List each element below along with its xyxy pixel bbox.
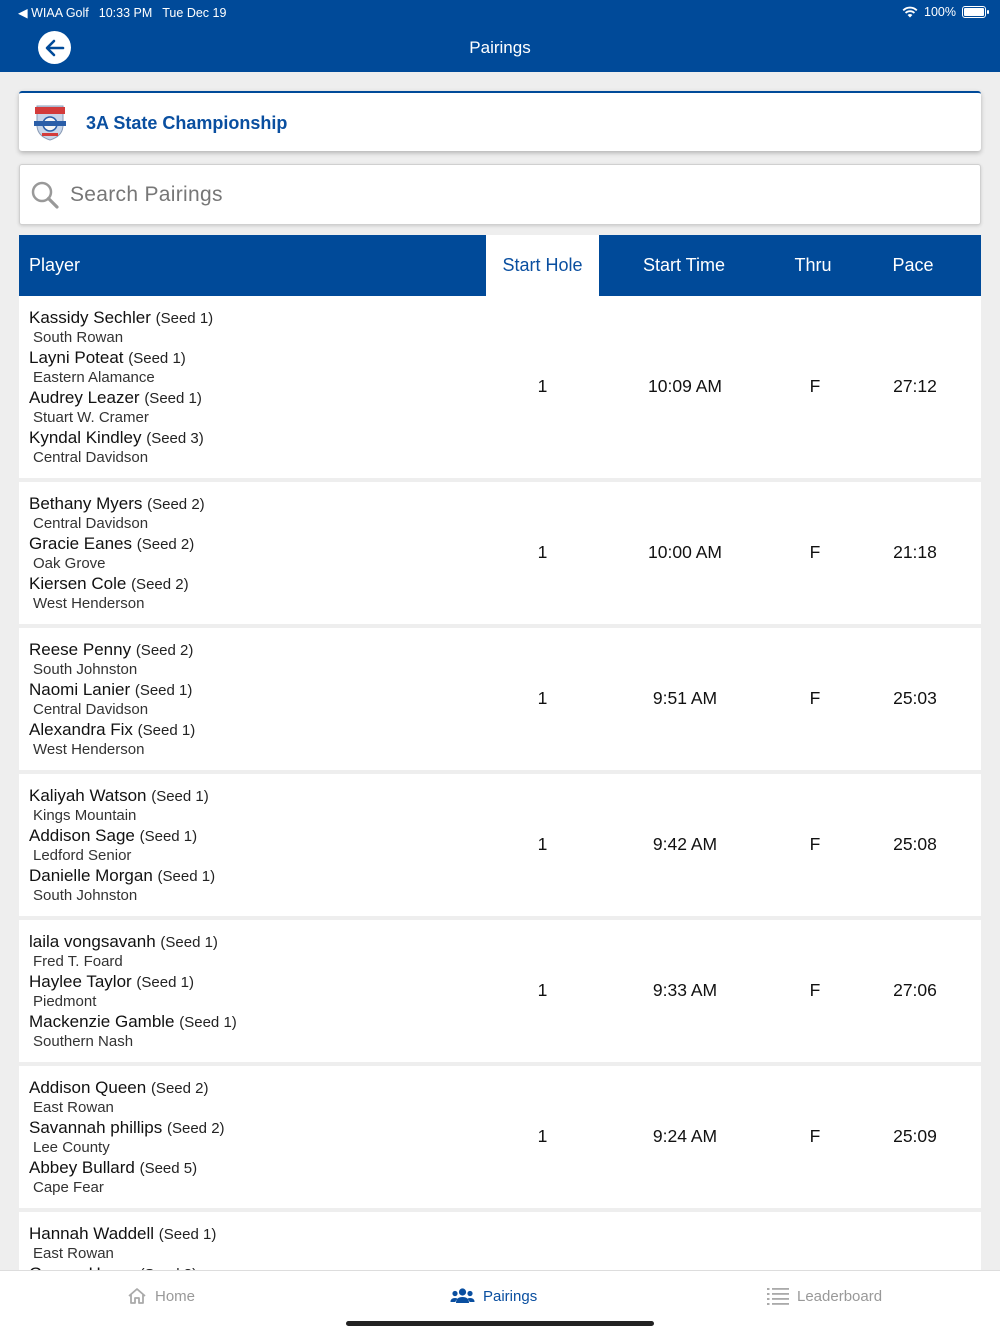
player-seed: (Seed 1): [137, 722, 196, 739]
player-name: Mackenzie Gamble: [29, 1012, 175, 1031]
player-school: South Johnston: [33, 661, 138, 678]
player-seed: (Seed 2): [131, 576, 189, 593]
player-seed: (Seed 1): [157, 868, 216, 885]
player-seed: (Seed 5): [139, 1160, 198, 1177]
player-seed: (Seed 1): [139, 828, 198, 845]
tab-home[interactable]: [127, 1287, 195, 1305]
tab-home-label: Home: [155, 1287, 196, 1305]
home-icon: [127, 1287, 147, 1305]
player-entry: [29, 720, 195, 760]
search-box[interactable]: [19, 164, 981, 225]
thru-cell: F: [809, 542, 821, 562]
search-icon: [30, 180, 60, 210]
player-entry: [29, 1078, 225, 1118]
table-row[interactable]: [19, 628, 981, 770]
player-school: East Rowan: [33, 1245, 114, 1262]
player-name-line: [29, 1158, 225, 1178]
header-start-time[interactable]: Start Time: [642, 255, 726, 275]
start-time-cell: 10:09 AM: [648, 376, 722, 396]
table-row[interactable]: [19, 774, 981, 916]
player-name: Kiersen Cole: [29, 574, 127, 593]
player-school: Ledford Senior: [33, 847, 132, 864]
users-icon: [450, 1287, 475, 1305]
start-hole-cell: 1: [537, 1126, 548, 1146]
player-seed: (Seed 2): [167, 1120, 225, 1137]
player-school: West Henderson: [33, 741, 145, 758]
player-seed: (Seed 1): [158, 1226, 217, 1243]
player-name-line: [29, 574, 205, 594]
table-body: [19, 296, 981, 1321]
player-name: Addison Sage: [29, 826, 135, 845]
start-time-cell: 9:33 AM: [652, 980, 718, 1000]
player-school: South Rowan: [33, 329, 124, 346]
player-school: Piedmont: [33, 993, 97, 1010]
player-name: Kaliyah Watson: [29, 786, 147, 805]
player-name: Danielle Morgan: [29, 866, 153, 885]
player-list: [29, 786, 215, 906]
player-school: Central Davidson: [33, 515, 149, 532]
player-name-line: [29, 680, 195, 700]
player-name: Kassidy Sechler: [29, 308, 151, 327]
player-seed: (Seed 2): [150, 1080, 209, 1097]
player-name-line: [29, 1012, 237, 1032]
player-school: Kings Mountain: [33, 807, 137, 824]
player-name: Alexandra Fix: [29, 720, 133, 739]
tab-pairings-label: Pairings: [483, 1287, 538, 1305]
player-school: Lee County: [33, 1139, 110, 1156]
player-entry: [29, 388, 213, 428]
pace-cell: 27:12: [893, 376, 937, 396]
start-time-cell: 9:42 AM: [652, 834, 718, 854]
start-time-cell: 9:51 AM: [652, 688, 718, 708]
thru-cell: F: [809, 376, 821, 396]
player-name-line: [29, 494, 205, 514]
player-entry: [29, 308, 213, 348]
player-entry: [29, 932, 237, 972]
start-hole-cell: 1: [537, 688, 548, 708]
nav-bar: [0, 24, 1000, 72]
status-time: 10:33 PM: [98, 5, 153, 20]
player-list: [29, 1078, 225, 1198]
back-to-app-link[interactable]: ◀ WIAA Golf: [18, 6, 89, 20]
player-name: Abbey Bullard: [29, 1158, 135, 1177]
pace-cell: 25:03: [893, 688, 937, 708]
list-icon: [767, 1287, 789, 1305]
table-row[interactable]: [19, 482, 981, 624]
tab-pairings[interactable]: [450, 1287, 537, 1305]
player-seed: (Seed 1): [151, 788, 209, 805]
player-name: Addison Queen: [29, 1078, 147, 1097]
thru-cell: F: [809, 688, 821, 708]
header-start-hole[interactable]: Start Hole: [486, 235, 599, 296]
player-entry: [29, 786, 215, 826]
player-name: Hannah Waddell: [29, 1224, 155, 1243]
player-seed: (Seed 1): [160, 934, 218, 951]
start-time-cell: 10:00 AM: [648, 542, 722, 562]
table-header: [19, 235, 981, 296]
player-name-line: [29, 1078, 225, 1098]
player-seed: (Seed 1): [155, 310, 214, 327]
player-name-line: [29, 308, 213, 328]
player-entry: [29, 826, 215, 866]
player-name: Layni Poteat: [29, 348, 124, 367]
player-name: laila vongsavanh: [29, 932, 156, 951]
player-school: Eastern Alamance: [33, 369, 155, 386]
player-seed: (Seed 3): [146, 430, 204, 447]
player-list: [29, 308, 213, 468]
wifi-icon: [902, 6, 918, 18]
player-name: Naomi Lanier: [29, 680, 131, 699]
start-hole-cell: 1: [537, 834, 548, 854]
player-entry: [29, 1224, 216, 1264]
player-list: [29, 932, 237, 1052]
player-name-line: [29, 640, 195, 660]
event-name: 3A State Championship: [86, 113, 288, 133]
player-entry: [29, 640, 195, 680]
header-thru[interactable]: Thru: [794, 255, 832, 275]
player-seed: (Seed 1): [144, 390, 202, 407]
player-name-line: [29, 866, 215, 886]
player-entry: [29, 428, 213, 468]
pairings-table: [19, 235, 981, 1321]
player-name: Reese Penny: [29, 640, 132, 659]
player-entry: [29, 348, 213, 388]
header-pace[interactable]: Pace: [892, 255, 934, 275]
player-entry: [29, 1158, 225, 1198]
thru-cell: F: [809, 980, 821, 1000]
player-entry: [29, 1012, 237, 1052]
table-row[interactable]: [19, 296, 981, 478]
player-school: West Henderson: [33, 595, 145, 612]
player-entry: [29, 1118, 225, 1158]
player-name-line: [29, 1118, 225, 1138]
player-seed: (Seed 1): [136, 974, 194, 991]
player-seed: (Seed 1): [179, 1014, 237, 1031]
player-name: Kyndal Kindley: [29, 428, 142, 447]
player-name: Haylee Taylor: [29, 972, 132, 991]
tab-leaderboard-label: Leaderboard: [797, 1287, 883, 1305]
battery-icon: [962, 6, 986, 18]
player-school: Stuart W. Cramer: [33, 409, 149, 426]
player-list: [29, 640, 195, 760]
player-list: [29, 494, 205, 614]
player-name: Savannah phillips: [29, 1118, 163, 1137]
player-school: Central Davidson: [33, 701, 149, 718]
player-name-line: [29, 1224, 216, 1244]
tab-leaderboard[interactable]: [767, 1287, 882, 1305]
player-school: Southern Nash: [33, 1033, 134, 1050]
thru-cell: F: [809, 834, 821, 854]
player-entry: [29, 494, 205, 534]
player-school: Cape Fear: [33, 1179, 104, 1196]
player-entry: [29, 866, 215, 906]
player-name-line: [29, 972, 237, 992]
header-player[interactable]: Player: [29, 255, 81, 275]
table-row[interactable]: [19, 920, 981, 1062]
player-school: East Rowan: [33, 1099, 114, 1116]
player-entry: [29, 972, 237, 1012]
player-school: Oak Grove: [33, 555, 106, 572]
player-name-line: [29, 932, 237, 952]
player-school: South Johnston: [33, 887, 138, 904]
start-hole-cell: 1: [537, 542, 548, 562]
player-seed: (Seed 2): [135, 642, 194, 659]
status-bar: [0, 0, 1000, 24]
player-seed: (Seed 2): [136, 536, 195, 553]
table-row[interactable]: [19, 1066, 981, 1208]
pace-cell: 25:08: [893, 834, 937, 854]
player-seed: (Seed 1): [134, 682, 193, 699]
status-date: Tue Dec 19: [162, 5, 227, 20]
player-school: Central Davidson: [33, 449, 149, 466]
page-title: Pairings: [469, 38, 531, 57]
player-name-line: [29, 428, 213, 448]
start-hole-cell: 1: [537, 980, 548, 1000]
pace-cell: 21:18: [893, 542, 937, 562]
pace-cell: 27:06: [893, 980, 937, 1000]
home-indicator: [346, 1321, 654, 1326]
player-name-line: [29, 786, 215, 806]
player-name-line: [29, 826, 215, 846]
player-entry: [29, 680, 195, 720]
pace-cell: 25:09: [893, 1126, 937, 1146]
player-name-line: [29, 534, 205, 554]
player-name: Gracie Eanes: [29, 534, 132, 553]
player-name-line: [29, 388, 213, 408]
player-name-line: [29, 720, 195, 740]
start-hole-cell: 1: [537, 376, 548, 396]
player-name: Audrey Leazer: [29, 388, 140, 407]
start-time-cell: 9:24 AM: [652, 1126, 718, 1146]
player-name: Bethany Myers: [29, 494, 143, 513]
search-input[interactable]: Search Pairings: [70, 183, 223, 206]
player-name-line: [29, 348, 213, 368]
player-seed: (Seed 1): [128, 350, 186, 367]
player-entry: [29, 534, 205, 574]
thru-cell: F: [809, 1126, 821, 1146]
player-seed: (Seed 2): [147, 496, 205, 513]
player-school: Fred T. Foard: [33, 953, 123, 970]
player-entry: [29, 574, 205, 614]
battery-percent: 100%: [924, 5, 956, 19]
nchsaa-logo-icon: [32, 103, 68, 141]
event-card[interactable]: [19, 91, 981, 151]
